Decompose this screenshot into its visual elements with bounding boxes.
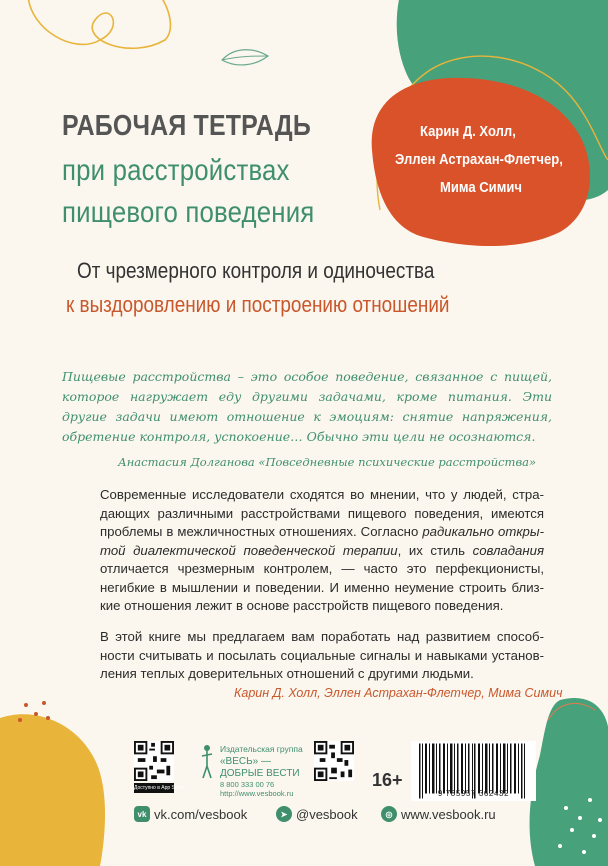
title-line-1: РАБОЧАЯ ТЕТРАДЬ <box>62 110 311 142</box>
para1-line-7: кие отношения лежит в основе расстройств пищевого поведения. <box>100 598 504 613</box>
para1-line-3 <box>100 523 544 542</box>
epigraph-quote: Пищевые расстройства – это особое поведение, связанное с пищей, которое нагружает еду другими задачами, кроме питания. Эти другие задачи имеют отношение к эмоциям: снятие напряжения, обретение контроля, успокоение… Обычно эти цели не осознаются. <box>62 369 552 444</box>
para1-line-4 <box>100 542 544 561</box>
para1-line-4-text: , их стиль <box>397 542 465 558</box>
vk-link[interactable] <box>134 805 247 823</box>
qr-code-site[interactable] <box>314 741 354 781</box>
author-2: Эллен Астрахан-Флетчер, <box>395 152 563 168</box>
vk-link-text: vk.com/vesbook <box>154 806 248 822</box>
epigraph-source: Анастасия Долганова «Повседневные психические расстройства» <box>118 455 537 469</box>
app-store-badge[interactable]: Доступно в App Store <box>134 785 184 791</box>
authors-signature: Карин Д. Холл, Эллен Астрахан-Флетчер, Мима Симич <box>234 686 563 700</box>
annotation-paragraph-1 <box>100 486 544 616</box>
subtitle-line-1: От чрезмерного контроля и одиночества <box>77 258 435 283</box>
author-1: Карин Д. Холл, <box>420 124 516 140</box>
globe-icon: ◎ <box>381 806 397 822</box>
para1-line-2: дающих различными расстройствами пищевого поведения, имеются <box>100 505 544 521</box>
para1-line-1: Современные исследователи сходятся во мнении, что у людей, стра- <box>100 487 544 502</box>
para2-line-2: ности считывать и посылать социальные сигналы и навыками установ- <box>100 647 544 663</box>
para1-line-4-italic-2: совладания <box>472 542 544 558</box>
telegram-link[interactable] <box>276 805 358 823</box>
annotation-paragraph-2 <box>100 628 544 684</box>
leaf-icon <box>222 50 268 65</box>
subtitle-line-2: к выздоровлению и построению отношений <box>66 292 450 317</box>
vk-icon: vk <box>134 806 150 822</box>
para1-line-6: негибкие в мышлении и поведении. И именно неумение строить близ- <box>100 579 544 595</box>
qr-code-app[interactable] <box>134 741 174 781</box>
title-line-3: пищевого поведения <box>62 196 315 229</box>
publisher-phone: 8 800 333 00 76 <box>220 780 275 789</box>
telegram-link-text: @vesbook <box>296 806 358 822</box>
publisher-label: Издательская группа <box>220 744 303 754</box>
author-3: Мима Симич <box>440 180 522 196</box>
para1-line-3-text: проблемы в межличностных отношениях. Согласно <box>100 524 419 539</box>
publisher-figure-icon <box>200 744 214 780</box>
yellow-swirl <box>28 0 170 48</box>
isbn-number: 9 785957 362432 <box>437 789 510 798</box>
telegram-icon: ➤ <box>276 806 292 822</box>
age-rating: 16+ <box>372 770 403 790</box>
para2-line-1: В этой книге мы предлагаем вам поработать над развитием способ- <box>100 629 544 644</box>
title-line-2: при расстройствах <box>62 154 290 187</box>
para1-line-3-italic: радикально откры- <box>422 524 544 539</box>
para1-line-5: отличается чрезмерным контролем, — часто это перфекционисты, <box>100 561 544 576</box>
site-link[interactable] <box>381 805 496 823</box>
green-blob-bottom <box>530 698 608 866</box>
publisher-name: «ВЕСЬ» — <box>220 756 272 767</box>
yellow-blob <box>0 714 105 866</box>
publisher-url[interactable]: http://www.vesbook.ru <box>220 789 294 798</box>
para2-line-3: ления теплых доверительных отношений с другими людьми. <box>100 666 474 681</box>
publisher-name-2: ДОБРЫЕ ВЕСТИ <box>220 768 300 779</box>
para1-line-4-italic: той диалектической поведенческой терапии <box>100 542 398 558</box>
site-link-text: www.vesbook.ru <box>401 806 496 822</box>
